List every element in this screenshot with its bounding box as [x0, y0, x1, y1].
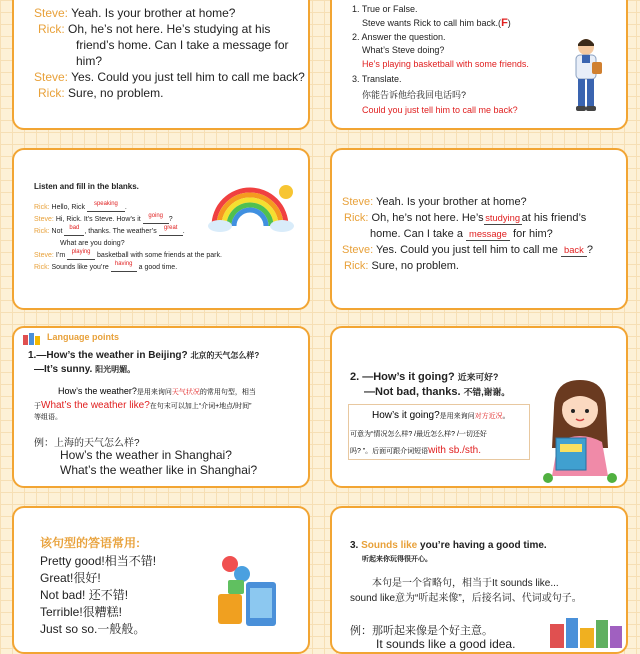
speaker-label: Rick:	[38, 86, 65, 100]
blank: speaking	[87, 204, 125, 212]
language-points-header: Language points	[47, 332, 119, 342]
listen-fill-card	[12, 148, 310, 310]
dialogue-text: him?	[76, 54, 103, 68]
exercise-card	[330, 0, 628, 130]
dialogue-line	[38, 86, 163, 100]
note-line: How’s the weather?是用来询问天气状况的常用句型，相当	[58, 386, 256, 396]
blank: going	[143, 216, 169, 224]
dialogue-line: Rick: Sure, no problem.	[344, 260, 459, 272]
sentence-translation: 听起来你玩得很开心。	[362, 556, 432, 563]
note-line: sound like意为“听起来像”，后接名词、代词或句子。	[350, 593, 582, 604]
blank: great	[159, 228, 183, 236]
rainbow-icon	[206, 178, 298, 234]
student-boy-illustration	[568, 36, 604, 114]
sentence-title: 3. Sounds like you’re having a good time.	[350, 540, 547, 551]
question-2-text: What’s Steve doing?	[362, 45, 445, 55]
books-icon	[22, 331, 44, 345]
example-label: 例：上海的天气怎么样?	[34, 438, 140, 449]
abc-blocks-icon	[214, 554, 294, 630]
note-line: How’s it going?是用来询问对方近况。	[372, 410, 510, 421]
blank: studying	[485, 213, 521, 223]
dialogue-line: Rick: Oh, he’s not here. He’s studying at his friend’s	[344, 212, 587, 224]
speaker-label: Steve:	[34, 6, 69, 20]
fill-line: Rick: Not $^{bad}$ , thanks. The weather’s $^{great}$ .	[34, 225, 185, 235]
blank: having	[111, 264, 137, 272]
dialogue-text: Yeah. Is your brother at home?	[71, 6, 236, 20]
dialogue-text: Yes. Could you just tell him to call me back?	[71, 70, 305, 84]
question-1: 1. True or False.	[352, 4, 418, 14]
blank: message	[466, 228, 510, 241]
dialogue-line	[34, 70, 305, 84]
question-3-text: 你能告诉他给我回电话吗?	[362, 90, 467, 100]
dialogue-line: Steve: Yes. Could you just tell him to call me back ?	[342, 244, 594, 256]
example-sentence: How’s the weather in Shanghai?	[60, 448, 232, 462]
question-2: 2. Answer the question.	[352, 32, 446, 42]
girl-with-book-illustration	[538, 378, 622, 486]
response-item: Terrible!很糟糕!	[40, 605, 123, 619]
answer-2: He’s playing basketball with some friends.	[362, 59, 529, 69]
fill-line: Steve: I’m $^{playing}$ basketball with some friends at the park.	[34, 249, 222, 259]
language-points-card	[12, 326, 310, 488]
sentence-question: 2. —How’s it going? 近来可好?	[350, 371, 499, 383]
sentence-question: 1.—How’s the weather in Beijing? 北京的天气怎么样?	[28, 350, 260, 361]
dialogue-text: Oh, he’s not here. He’s studying at his	[68, 22, 271, 36]
note-line: 吗? ”。后面可跟介词短语with sb./sth.	[350, 445, 481, 456]
question-3: 3. Translate.	[352, 74, 402, 84]
blank: back	[561, 244, 587, 257]
book-stack-icon	[548, 614, 624, 648]
example-sentence: It sounds like a good idea.	[376, 637, 516, 651]
answer-3: Could you just tell him to call me back?	[362, 105, 518, 115]
response-item: Great!很好!	[40, 571, 101, 585]
fill-line: Rick: Hello, Rick $^{speaking}$ .	[34, 201, 127, 211]
fill-line: What are you doing?	[60, 240, 125, 247]
responses-title: 该句型的答语常用:	[40, 536, 140, 550]
speaker-label: Rick:	[38, 22, 65, 36]
dialogue-text: Sure, no problem.	[68, 86, 164, 100]
fill-line: Rick: Sounds like you’re $^{having}$ a good time.	[34, 261, 178, 271]
example-label: 例：那听起来像是个好主意。	[350, 625, 493, 637]
note-line: 可意为“情况怎么样? /最近怎么样? /一切还好	[350, 431, 487, 438]
dialogue-line	[38, 22, 270, 36]
responses-card	[12, 506, 310, 654]
answer-f: F	[501, 17, 508, 29]
sounds-like-card	[330, 506, 628, 654]
sentence-answer: —It’s sunny. 阳光明媚。	[34, 364, 136, 375]
blank: bad	[64, 228, 84, 236]
example-sentence: What’s the weather like in Shanghai?	[60, 463, 258, 477]
dialogue-card-2	[330, 148, 628, 310]
how-is-it-going-card	[330, 326, 628, 488]
dialogue-line	[34, 6, 235, 20]
blank: playing	[67, 252, 95, 260]
speaker-label: Steve:	[34, 70, 69, 84]
question-1-text: Steve wants Rick to call him back.(F)	[362, 17, 511, 29]
response-item: Just so so.一般般。	[40, 622, 146, 636]
section-title: Listen and fill in the blanks.	[34, 182, 139, 191]
note-line: 本句是一个省略句，相当于It sounds like...	[372, 578, 559, 589]
dialogue-text: friend’s home. Can I take a message for	[76, 38, 289, 52]
response-item: Not bad! 还不错!	[40, 588, 129, 602]
dialogue-line: Steve: Yeah. Is your brother at home?	[342, 196, 527, 208]
dialogue-card-1	[12, 0, 310, 130]
dialogue-line: home. Can I take a message for him?	[370, 228, 553, 240]
note-line: 于What’s the weather like?在句末可以加上“介词+地点/时间”	[34, 400, 252, 411]
fill-line: Steve: Hi, Rick. It’s Steve. How’s it $^{going}$ ?	[34, 213, 173, 223]
note-line: 等组语。	[34, 414, 62, 421]
sentence-answer: —Not bad, thanks. 不错,谢谢。	[364, 386, 511, 398]
response-item: Pretty good!相当不错!	[40, 554, 157, 568]
